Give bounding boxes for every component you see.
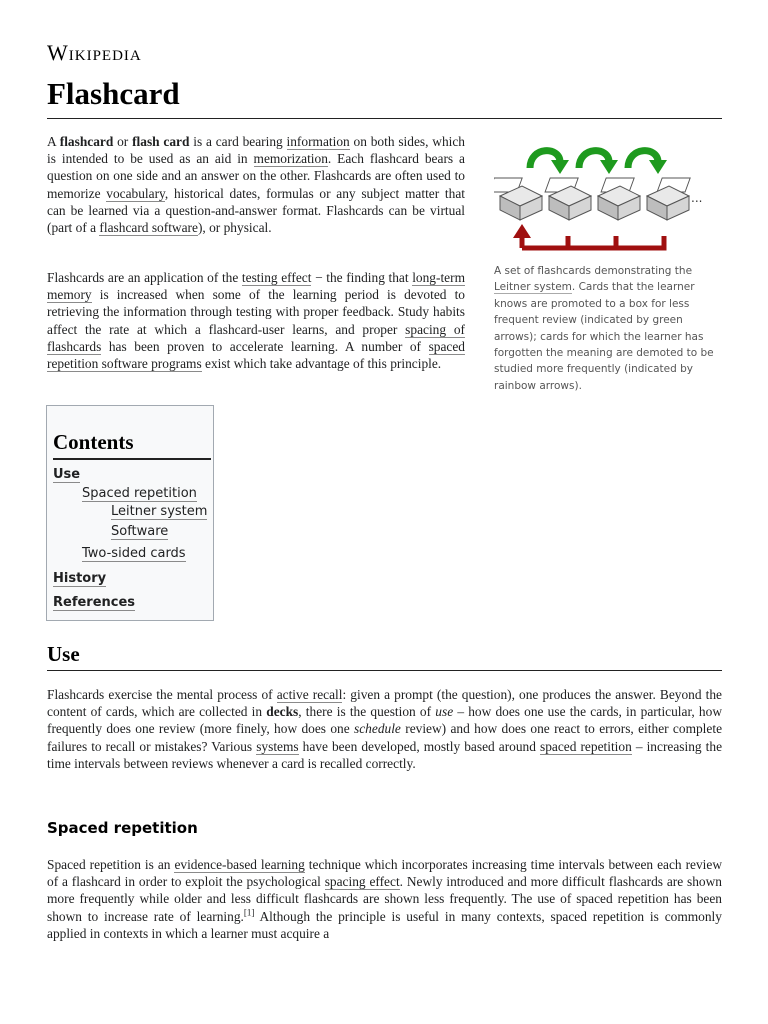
section-heading-use: Use [47,642,80,666]
text-run: , there is the question of [298,704,436,720]
box-3 [598,178,640,220]
text-run: : given a prompt (the question), one produces the answer. Beyond the content of cards, which are collected in [47,687,723,720]
promote-arrows [530,151,667,174]
text-run: has been proven to accelerate learning. A number of [101,338,429,354]
toc-item-history[interactable]: History [53,571,107,586]
more-boxes-ellipsis: ... [691,191,703,205]
citation-link[interactable]: [1] [243,907,255,918]
red-arrowhead [513,224,531,238]
inline-link[interactable]: memorization [253,151,328,167]
text-run: or [113,134,133,149]
section-heading-spaced-repetition: Spaced repetition [47,819,198,837]
text-run: . Each flashcard bears a question on one side and an answer on the other. Flashcards are often used to memorize [47,151,465,201]
text-run: , historical dates, formulas or any subject matter that can be learned via a question-and-answer format. Flashcards can be virtual (part of a [47,185,465,236]
inline-link[interactable]: spacing effect [324,874,400,890]
leitner-system-diagram[interactable] [494,140,722,258]
green-arrowhead-1 [551,160,569,174]
red-demote-line [522,236,664,248]
bold-term: flashcard [59,134,114,149]
inline-link[interactable]: systems [256,738,299,754]
box-1 [494,178,542,220]
text-run: – how does one use the cards, in particular, how frequently does one review (more finely, how does one [47,704,722,737]
inline-link[interactable]: Leitner system [494,281,572,294]
toc-item-use[interactable]: Use [53,467,81,482]
box-2 [545,178,591,220]
text-run: is a card bearing [189,134,287,149]
text-run: A [47,134,60,149]
text-run: technique which incorporates increasing time intervals between each review of a flashcard in order to exploit the psychological [47,857,722,890]
toc-item-leitner-system[interactable]: Leitner system [111,504,208,519]
text-run: Flashcards exercise the mental process of [47,687,277,702]
box-4 [647,178,690,220]
green-arrowhead-2 [600,160,618,174]
text-run: Although the principle is useful in many contexts, spaced repetition is commonly applied in contexts in which a learner must acquire a [47,908,722,941]
intro-paragraph-2 [47,269,465,372]
text-run: Spaced repetition is an [47,857,175,872]
toc-item-references[interactable]: References [53,595,136,610]
inline-link[interactable]: flashcard software [99,220,198,236]
inline-link[interactable]: testing effect [241,270,312,285]
text-run: Flashcards are an application of the [47,270,242,285]
spaced-repetition-paragraph [47,856,722,942]
text-run: − the finding that [311,270,413,285]
text-run: ), or physical. [197,220,272,236]
demote-arrows [513,224,664,248]
text-run: on both sides, which is intended to be used as an aid in [47,134,465,167]
inline-link[interactable]: spacing of flashcards [47,321,465,354]
text-run: A set of flashcards demonstrating the [494,265,693,277]
text-run: review) and how does one react to errors, either complete failures to recall or mistakes? Various [47,721,723,754]
inline-link[interactable]: information [286,134,350,149]
bold-term: flash card [132,134,190,149]
text-run: have been developed, mostly based around [298,738,540,754]
intro-paragraph-1 [47,133,465,236]
inline-link[interactable]: spaced repetition [540,738,632,754]
text-run: . Newly introduced and more difficult flashcards are shown more frequently while older and less difficult flashcards are shown less frequently. The use of spaced repetition has been shown to increase rate of learning. [47,874,722,924]
table-of-contents [46,405,214,621]
text-run: exist which take advantage of this principle. [201,356,442,372]
title-divider [47,118,722,119]
use-paragraph [47,686,722,772]
inline-link[interactable]: spaced repetition software programs [47,338,465,372]
toc-title: Contents [53,430,134,454]
toc-item-spaced-repetition[interactable]: Spaced repetition [82,486,197,501]
card-boxes [494,178,690,220]
section-divider-use [47,670,722,671]
inline-link[interactable]: active recall [276,687,343,702]
inline-link[interactable]: long-term memory [47,270,465,303]
page-title: Flashcard [47,76,180,111]
inline-link[interactable]: vocabulary [106,185,165,201]
toc-item-software[interactable]: Software [111,524,169,539]
inline-link[interactable]: evidence-based learning [174,857,305,872]
leitner-figure [494,140,722,394]
text-run: – increasing the time intervals between reviews whenever a card is recalled correctly. [47,738,723,771]
figure-caption [494,263,722,394]
italic-term: schedule [354,721,401,737]
toc-divider [53,458,211,460]
text-run: . Cards that the learner knows are promoted to a box for less frequent review (indicated by green arrows); cards for which the learner has forgotten the meaning are demoted to be studied more frequently (indicated by rainbow arrows). [494,281,714,392]
toc-item-two-sided-cards[interactable]: Two-sided cards [82,546,186,561]
bold-term: decks [266,704,299,720]
wikipedia-logo[interactable]: Wikipedia [47,40,142,65]
green-arrowhead-3 [649,160,667,174]
italic-term: use [435,704,454,720]
text-run: is increased when some of the learning period is devoted to retrieving the information through testing with proper feedback. Study habits affect the rate at which a flashcard-user learns, and proper [47,287,465,337]
